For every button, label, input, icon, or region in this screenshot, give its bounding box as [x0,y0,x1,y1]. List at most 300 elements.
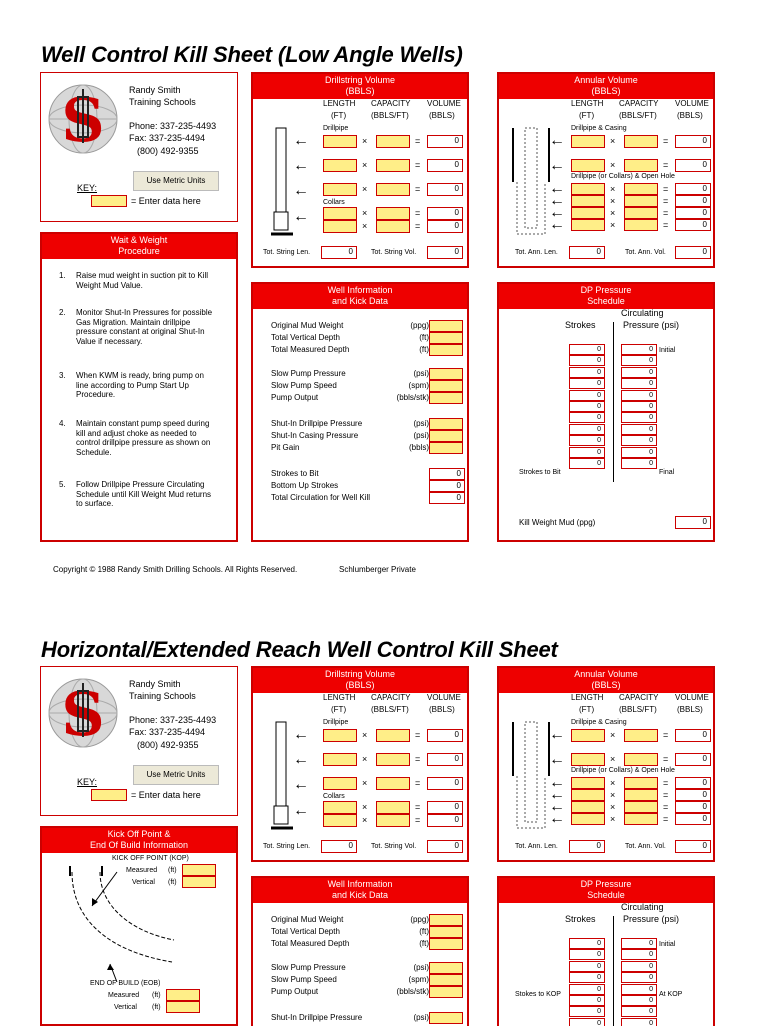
multiply-icon: × [362,754,368,764]
well-info-input[interactable] [429,332,463,344]
schedule-subtitle: Schedule [587,296,625,306]
annular-title: Annular Volume [574,669,638,679]
collars2-length-input[interactable] [323,220,357,233]
string3-capacity-input[interactable] [376,777,410,790]
arrow-left-icon: ← [293,182,309,199]
arrow-left-icon: ← [293,208,309,225]
collars-length-input[interactable] [323,207,357,220]
private-label: Schlumberger Private [339,565,416,574]
annular-header [499,74,713,99]
ann1-length-input[interactable] [571,729,605,742]
equals-icon: = [415,754,421,764]
collars-capacity-input[interactable] [376,207,410,220]
well-info-input[interactable] [429,926,463,938]
step-number: 3. [59,371,66,380]
ann6-capacity-input[interactable] [624,813,658,825]
multiply-icon: × [362,221,368,231]
dp-pressure-schedule-panel [497,876,715,1026]
drillpipe-label: Drillpipe [323,719,349,726]
kill-weight-mud-value: 0 [675,516,711,529]
schedule-header [499,878,713,903]
drillpipe-length-input[interactable] [323,729,357,742]
col-capacity-unit: (BBLS/FT) [619,111,657,120]
well-info-input[interactable] [429,1012,463,1024]
arrow-left-icon: ← [549,751,565,768]
drillstring-diagram [271,720,295,832]
kick-off-point-panel [40,826,238,1026]
casing-label: Drillpipe & Casing [571,125,627,132]
globe-logo-icon [47,83,119,155]
calc-label: Strokes to Bit [271,469,319,478]
well-info-title: Well Information [327,285,393,295]
ann1-capacity-input[interactable] [624,729,658,742]
pressure-cell: 0 [621,435,657,446]
well-info-input[interactable] [429,344,463,356]
procedure-panel [40,232,238,542]
eob-measured-input[interactable] [166,989,200,1001]
arrow-left-icon: ← [293,132,309,149]
col-length: LENGTH [571,99,604,108]
use-metric-units-button[interactable]: Use Metric Units [133,171,219,191]
tot-string-len-label: Tot. String Len. [263,249,311,256]
well-info-input[interactable] [429,368,463,380]
tot-string-len: 0 [321,246,357,259]
col-volume: VOLUME [427,693,461,702]
key-sample-box [91,789,127,801]
strokes-cell: 0 [569,949,605,960]
multiply-icon: × [362,208,368,218]
annular-volume-panel [497,666,715,862]
well-info-input[interactable] [429,914,463,926]
company-line2: Training Schools [129,691,196,701]
well-info-title: Well Information [327,879,393,889]
pressure-cell: 0 [621,1018,657,1026]
drillpipe-label: Drillpipe [323,125,349,132]
ann1-length-input[interactable] [571,135,605,148]
svg-text:S: S [61,86,105,155]
string2-capacity-input[interactable] [376,159,410,172]
ann6-length-input[interactable] [571,219,605,231]
equals-icon: = [663,754,669,764]
equals-icon: = [415,815,421,825]
drillpipe-length-input[interactable] [323,135,357,148]
well-info-unit: (psi) [413,1013,429,1022]
ann5-capacity-input[interactable] [624,207,658,219]
well-information-panel [251,282,469,542]
drillstring-title: Drillstring Volume [324,669,396,679]
kill-weight-mud-label: Kill Weight Mud (ppg) [519,518,596,527]
collars2-capacity-input[interactable] [376,220,410,233]
tot-ann-vol: 0 [675,246,711,259]
company-panel [40,72,238,222]
sheet1-title: Well Control Kill Sheet (Low Angle Wells) [41,42,463,67]
multiply-icon: × [362,802,368,812]
col-length-unit: (FT) [579,111,595,120]
pressure-cell: 0 [621,458,657,469]
pressure-cell: 0 [621,401,657,412]
equals-icon: = [415,160,421,170]
well-info-input[interactable] [429,938,463,950]
tot-string-vol-label: Tot. String Vol. [371,843,417,850]
ann6-volume: 0 [675,813,711,825]
strokes-to-bit-label: Strokes to Bit [519,469,561,476]
collars2-volume: 0 [427,814,463,827]
procedure-title: Wait & Weight [110,235,168,245]
multiply-icon: × [610,790,616,800]
well-info-label: Slow Pump Speed [271,381,337,390]
drillpipe-capacity-input[interactable] [376,729,410,742]
pressure-cell: 0 [621,424,657,435]
strokes-cell: 0 [569,961,605,972]
col-volume: VOLUME [427,99,461,108]
ann6-capacity-input[interactable] [624,219,658,231]
pressure-label: Pressure (psi) [623,914,680,924]
arrow-left-icon: ← [549,798,565,815]
well-info-unit: (psi) [413,419,429,428]
well-info-unit: (ppg) [410,321,429,330]
pressure-cell: 0 [621,972,657,983]
equals-icon: = [415,778,421,788]
arrow-left-icon: ← [549,216,565,233]
ann4-length-input[interactable] [571,789,605,801]
collars-length-input[interactable] [323,801,357,814]
col-length-unit: (FT) [579,705,595,714]
eob-vertical-label: Vertical [114,1004,137,1011]
equals-icon: = [663,730,669,740]
drillstring-unit: (BBLS) [345,680,375,690]
strokes-cell: 0 [569,972,605,983]
sheet2-title: Horizontal/Extended Reach Well Control Kill Sheet [41,637,558,662]
string3-volume: 0 [427,777,463,790]
pressure-cell: 0 [621,447,657,458]
well-info-unit: (spm) [408,381,429,390]
well-info-input[interactable] [429,430,463,442]
strokes-cell: 0 [569,938,605,949]
well-info-label: Original Mud Weight [271,321,344,330]
procedure-subtitle: Procedure [118,246,160,256]
ann2-length-input[interactable] [571,159,605,172]
pressure-label: Pressure (psi) [623,320,680,330]
step-text: Follow Drillpipe Pressure Circulating Schedule until Kill Weight Mud returns to surface. [76,480,212,508]
ann2-length-input[interactable] [571,753,605,766]
well-info-unit: (ft) [419,927,429,936]
string3-volume: 0 [427,183,463,196]
equals-icon: = [663,814,669,824]
multiply-icon: × [610,136,616,146]
ann1-capacity-input[interactable] [624,135,658,148]
schedule-title: DP Pressure [580,879,632,889]
well-info-input[interactable] [429,986,463,998]
eob-vertical-input[interactable] [166,1001,200,1013]
kop-label: KICK OFF POINT (KOP) [112,855,189,862]
annular-unit: (BBLS) [591,680,621,690]
company-line2: Training Schools [129,97,196,107]
kop-vertical-label: Vertical [132,879,155,886]
multiply-icon: × [610,754,616,764]
ann3-capacity-input[interactable] [624,777,658,789]
arrow-left-icon: ← [549,204,565,221]
well-info-unit: (psi) [413,431,429,440]
well-info-input[interactable] [429,418,463,430]
divider [613,322,614,482]
key-label: KEY: [77,183,98,193]
pressure-cell: 0 [621,390,657,401]
calc-label: Total Circulation for Well Kill [271,493,370,502]
string3-length-input[interactable] [323,183,357,196]
string2-length-input[interactable] [323,753,357,766]
arrow-left-icon: ← [293,157,309,174]
well-info-input[interactable] [429,974,463,986]
well-information-panel [251,876,469,1026]
equals-icon: = [663,136,669,146]
divider [613,916,614,1026]
equals-icon: = [663,220,669,230]
tot-ann-vol: 0 [675,840,711,853]
multiply-icon: × [610,730,616,740]
arrow-left-icon: ← [293,751,309,768]
strokes-cell: 0 [569,412,605,423]
step-number: 5. [59,480,66,489]
tot-ann-vol-label: Tot. Ann. Vol. [625,843,666,850]
unit-ft: (ft) [152,992,161,999]
use-metric-units-button[interactable]: Use Metric Units [133,765,219,785]
multiply-icon: × [610,196,616,206]
multiply-icon: × [362,160,368,170]
pressure-cell: 0 [621,984,657,995]
pressure-cell: 0 [621,344,657,355]
calc-label: Bottom Up Strokes [271,481,339,490]
col-length-unit: (FT) [331,705,347,714]
col-capacity: CAPACITY [371,693,411,702]
tot-ann-len-label: Tot. Ann. Len. [515,843,558,850]
company-tollfree: (800) 492-9355 [137,146,199,156]
strokes-cell: 0 [569,390,605,401]
casing-label: Drillpipe & Casing [571,719,627,726]
col-length: LENGTH [323,99,356,108]
arrow-left-icon: ← [549,192,565,209]
kop-measured-input[interactable] [182,864,216,876]
ann3-capacity-input[interactable] [624,183,658,195]
company-phone: Phone: 337-235-4493 [129,121,217,131]
key-text: = Enter data here [131,790,201,800]
multiply-icon: × [610,220,616,230]
ann3-length-input[interactable] [571,777,605,789]
multiply-icon: × [362,184,368,194]
well-info-input[interactable] [429,320,463,332]
drillstring-unit: (BBLS) [345,86,375,96]
string2-volume: 0 [427,159,463,172]
drillstring-header [253,668,467,693]
ann4-capacity-input[interactable] [624,789,658,801]
well-info-subtitle: and Kick Data [331,296,389,306]
well-info-label: Slow Pump Speed [271,975,337,984]
arrow-left-icon: ← [293,726,309,743]
well-info-label: Total Measured Depth [271,345,350,354]
initial-label: Initial [659,347,676,354]
ann2-capacity-input[interactable] [624,753,658,766]
ann5-volume: 0 [675,801,711,813]
col-length: LENGTH [571,693,604,702]
col-capacity-unit: (BBLS/FT) [371,705,409,714]
arrow-left-icon: ← [549,132,565,149]
multiply-icon: × [362,136,368,146]
openhole-label: Drillpipe (or Collars) & Open Hole [571,173,675,180]
ann5-length-input[interactable] [571,207,605,219]
multiply-icon: × [610,208,616,218]
equals-icon: = [415,221,421,231]
drillstring-title: Drillstring Volume [324,75,396,85]
equals-icon: = [415,184,421,194]
calc-value: 0 [429,492,465,504]
strokes-cell: 0 [569,344,605,355]
well-info-label: Shut-In Casing Pressure [271,431,359,440]
drillpipe-capacity-input[interactable] [376,135,410,148]
collars-capacity-input[interactable] [376,801,410,814]
eob-label: END OF BUILD (EOB) [90,980,161,987]
collars2-capacity-input[interactable] [376,814,410,827]
string2-capacity-input[interactable] [376,753,410,766]
copyright: Copyright © 1988 Randy Smith Drilling Schools. All Rights Reserved. [53,565,298,574]
ann2-volume: 0 [675,159,711,172]
well-info-unit: (bbls/stk) [396,393,429,402]
pressure-cell: 0 [621,938,657,949]
pressure-cell: 0 [621,949,657,960]
strokes-cell: 0 [569,367,605,378]
ann5-volume: 0 [675,207,711,219]
kop-vertical-input[interactable] [182,876,216,888]
col-capacity-unit: (BBLS/FT) [619,705,657,714]
strokes-cell: 0 [569,435,605,446]
arrow-left-icon: ← [293,802,309,819]
well-info-header [253,878,467,903]
initial-label: Initial [659,941,676,948]
unit-ft: (ft) [168,879,177,886]
collars2-volume: 0 [427,220,463,233]
company-line1: Randy Smith [129,85,181,95]
tot-string-vol: 0 [427,840,463,853]
well-info-unit: (ppg) [410,915,429,924]
annular-unit: (BBLS) [591,86,621,96]
ann6-length-input[interactable] [571,813,605,825]
drillstring-header [253,74,467,99]
strokes-cell: 0 [569,1018,605,1026]
ann2-volume: 0 [675,753,711,766]
ann1-volume: 0 [675,729,711,742]
tot-string-len-label: Tot. String Len. [263,843,311,850]
ann4-volume: 0 [675,195,711,207]
company-line1: Randy Smith [129,679,181,689]
pressure-cell: 0 [621,378,657,389]
equals-icon: = [415,802,421,812]
well-info-label: Pump Output [271,393,319,402]
collars-volume: 0 [427,801,463,814]
well-info-label: Original Mud Weight [271,915,344,924]
step-text: When KWM is ready, bring pump on line according to Pump Start Up Procedure. [76,371,204,399]
collars2-length-input[interactable] [323,814,357,827]
unit-ft: (ft) [168,867,177,874]
company-phone: Phone: 337-235-4493 [129,715,217,725]
multiply-icon: × [362,778,368,788]
ann5-length-input[interactable] [571,801,605,813]
equals-icon: = [663,778,669,788]
col-capacity: CAPACITY [619,99,659,108]
step-text: Monitor Shut-In Pressures for possible Gas Migration. Maintain drillpipe pressure constant at original Shut-In Value if necessary. [76,308,213,346]
step-number: 4. [59,419,66,428]
pressure-cell: 0 [621,995,657,1006]
tot-ann-len: 0 [569,840,605,853]
col-capacity-unit: (BBLS/FT) [371,111,409,120]
string3-length-input[interactable] [323,777,357,790]
key-label: KEY: [77,777,98,787]
arrow-left-icon: ← [549,774,565,791]
globe-logo-icon [47,677,119,749]
pressure-cell: 0 [621,1006,657,1017]
string2-length-input[interactable] [323,159,357,172]
well-info-unit: (psi) [413,369,429,378]
arrow-left-icon: ← [549,810,565,827]
well-info-label: Pit Gain [271,443,300,452]
kop-title: Kick Off Point & [107,829,171,839]
well-info-unit: (ft) [419,939,429,948]
annular-header [499,668,713,693]
ann3-length-input[interactable] [571,183,605,195]
company-fax: Fax: 337-235-4494 [129,133,206,143]
well-info-input[interactable] [429,392,463,404]
arrow-left-icon: ← [549,157,565,174]
build-curve-diagram [62,862,182,982]
drillstring-volume-panel [251,72,469,268]
strokes-label: Strokes [565,914,596,924]
well-info-input[interactable] [429,962,463,974]
ann6-volume: 0 [675,219,711,231]
well-info-label: Shut-In Drillpipe Pressure [271,419,363,428]
well-info-subtitle: and Kick Data [331,890,389,900]
ann3-volume: 0 [675,183,711,195]
well-info-unit: (bbls) [408,443,429,452]
company-panel [40,666,238,816]
col-length: LENGTH [323,693,356,702]
pressure-cell: 0 [621,367,657,378]
dp-pressure-schedule-panel [497,282,715,542]
ann5-capacity-input[interactable] [624,801,658,813]
strokes-cell: 0 [569,995,605,1006]
ann4-capacity-input[interactable] [624,195,658,207]
arrow-left-icon: ← [549,726,565,743]
ann2-capacity-input[interactable] [624,159,658,172]
well-info-label: Total Measured Depth [271,939,350,948]
tot-ann-len-label: Tot. Ann. Len. [515,249,558,256]
equals-icon: = [415,730,421,740]
company-fax: Fax: 337-235-4494 [129,727,206,737]
col-volume-unit: (BBLS) [677,111,703,120]
step-text: Raise mud weight in suction pit to Kill Weight Mud Value. [76,271,209,290]
ann4-length-input[interactable] [571,195,605,207]
well-info-input[interactable] [429,380,463,392]
circulating-label: Circulating [621,308,664,318]
at-kop-label: At KOP [659,991,683,998]
well-info-unit: (psi) [413,963,429,972]
drillstring-diagram [271,126,295,238]
well-info-input[interactable] [429,442,463,454]
procedure-header [42,234,236,259]
tot-string-vol-label: Tot. String Vol. [371,249,417,256]
kop-subtitle: End Of Build Information [89,840,189,850]
well-info-label: Total Vertical Depth [271,333,340,342]
calc-value: 0 [429,480,465,492]
equals-icon: = [663,160,669,170]
string3-capacity-input[interactable] [376,183,410,196]
well-info-header [253,284,467,309]
